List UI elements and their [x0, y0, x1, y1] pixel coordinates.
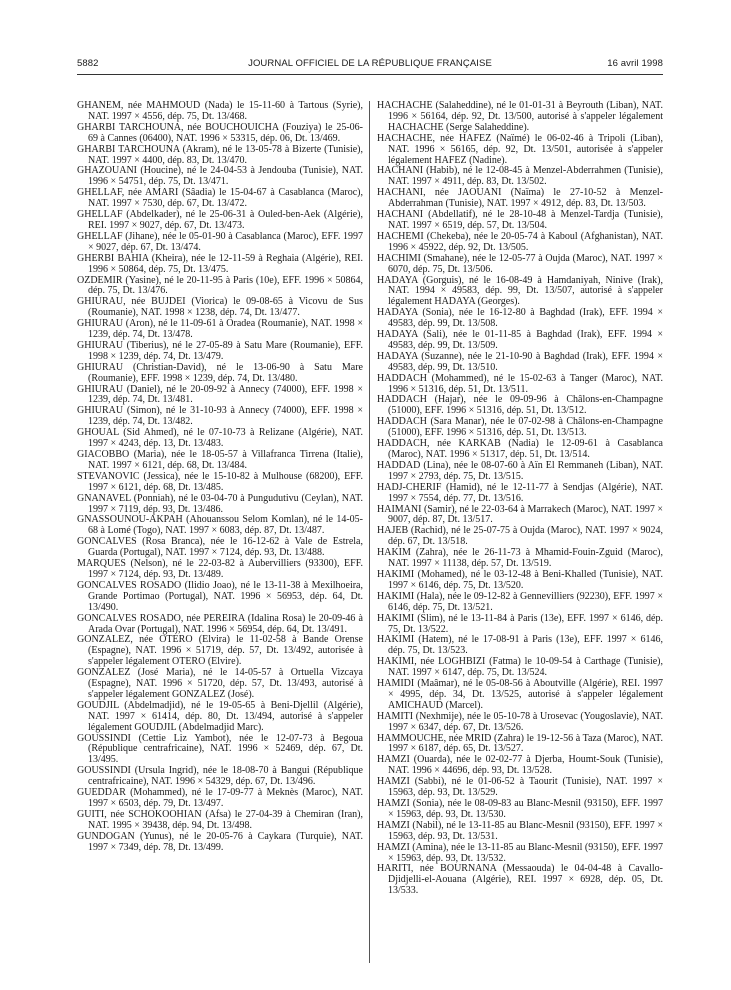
- registry-entry: HAMZI (Amina), née le 13-11-85 au Blanc-Mesnil (93150), EFF. 1997 × 15963, dép. 93, Dt. 13/532.: [377, 841, 663, 864]
- registry-entry: HAMZI (Sabbi), né le 01-06-52 à Taourit (Tunisie), NAT. 1997 × 15963, dép. 93, Dt. 13/529.: [377, 776, 663, 799]
- registry-entry: GHANEM, née MAHMOUD (Nada) le 15-11-60 à Tartous (Syrie), NAT. 1997 × 4556, dép. 75, Dt. 13/468.: [77, 100, 363, 122]
- registry-entry: HACHANI, née JAOUANI (Naïma) le 27-10-52 à Menzel-Abderrahman (Tunisie), NAT. 1997 × 4912, dép. 83, Dt. 13/503.: [377, 187, 663, 210]
- registry-entry: HAKIM (Zahra), née le 26-11-73 à Mhamid-Fouin-Zguid (Maroc), NAT. 1997 × 11138, dép. 57, Dt. 13/519.: [377, 547, 663, 570]
- registry-entry: HADAYA (Suzanne), née le 21-10-90 à Baghdad (Irak), EFF. 1994 × 49583, dép. 99, Dt. 13/510.: [377, 350, 663, 373]
- registry-entry: GHAZOUANI (Houcine), né le 24-04-53 à Jendouba (Tunisie), NAT. 1996 × 54751, dép. 75, Dt. 13/471.: [77, 165, 363, 188]
- registry-entry: GOUDJIL (Abdelmadjid), né le 19-05-65 à Beni-Djellil (Algérie), NAT. 1997 × 61414, dép. 80, Dt. 13/494, autorisé à s'appeler légalement GOUDJIL (Abdelmadjid Marc).: [77, 699, 363, 733]
- registry-entry: GHIURAU (Christian-David), né le 13-06-90 à Satu Mare (Roumanie), EFF. 1998 × 1239, dép. 74, Dt. 13/480.: [77, 361, 363, 384]
- page-header: [77, 58, 663, 72]
- registry-entry: HADDACH, née KARKAB (Nadia) le 12-09-61 à Casablanca (Maroc), NAT. 1996 × 51317, dép. 51, Dt. 13/514.: [377, 438, 663, 460]
- registry-entry: GNANAVEL (Ponniah), né le 03-04-70 à Pungudutivu (Ceylan), NAT. 1997 × 7119, dép. 93, Dt. 13/486.: [77, 492, 363, 515]
- registry-entry: STEVANOVIC (Jessica), née le 15-10-82 à Mulhouse (68200), EFF. 1997 × 6121, dép. 68, Dt. 13/485.: [77, 470, 363, 493]
- registry-entry: GHIURAU (Aron), né le 11-09-61 à Oradea (Roumanie), NAT. 1998 × 1239, dép. 74, Dt. 13/478.: [77, 318, 363, 341]
- registry-entry: GONCALVES ROSADO, née PEREIRA (Idalina Rosa) le 20-09-46 à Arada Ovar (Portugal), NAT. 1996 × 56954, dép. 64, Dt. 13/491.: [77, 612, 363, 635]
- registry-entry: HADDACH (Mohammed), né le 15-02-63 à Tanger (Maroc), NAT. 1996 × 51316, dép. 51, Dt. 13/511.: [377, 372, 663, 395]
- registry-entry: HAKIMI (Hala), née le 09-12-82 à Gennevilliers (92230), EFF. 1997 × 6146, dép. 75, Dt. 13/521.: [377, 590, 663, 613]
- registry-entry: GUNDOGAN (Yunus), né le 20-05-76 à Caykara (Turquie), NAT. 1997 × 7349, dép. 78, Dt. 13/499.: [77, 830, 363, 853]
- registry-entry: GHARBI TARCHOUNA (Akram), né le 13-05-78 à Bizerte (Tunisie), NAT. 1997 × 4400, dép. 83, Dt. 13/470.: [77, 143, 363, 166]
- registry-entry: GHELLAF (Jihane), née le 05-01-90 à Casablanca (Maroc), EFF. 1997 × 9027, dép. 67, Dt. 13/474.: [77, 230, 363, 253]
- column-divider: [369, 101, 370, 963]
- registry-entry: HACHEMI (Chekeba), née le 20-05-74 à Kaboul (Afghanistan), NAT. 1996 × 45922, dép. 92, Dt. 13/505.: [377, 230, 663, 253]
- registry-entry: HADJ-CHERIF (Hamid), né le 12-11-77 à Sendjas (Algérie), NAT. 1997 × 7554, dép. 77, Dt. 13/516.: [377, 481, 663, 504]
- registry-entry: GOUSSINDI (Cettie Liz Yambot), née le 12-07-73 à Begoua (République centrafricaine), NAT. 1996 × 52469, dép. 67, Dt. 13/495.: [77, 732, 363, 766]
- registry-entry: MARQUES (Nelson), né le 22-03-82 à Aubervilliers (93300), EFF. 1997 × 7124, dép. 93, Dt. 13/489.: [77, 558, 363, 580]
- header-rule: [77, 74, 663, 75]
- registry-entry: GONCALVES ROSADO (Ilidio Joao), né le 13-11-38 à Mexilhoeira, Grande Portimao (Portugal), NAT. 1996 × 56953, dép. 64, Dt. 13/490.: [77, 579, 363, 613]
- registry-entry: HACHANI (Habib), né le 12-08-45 à Menzel-Abderrahmen (Tunisie), NAT. 1997 × 4911, dép. 83, Dt. 13/502.: [377, 165, 663, 188]
- registry-entry: GONZALEZ (José Maria), né le 14-05-57 à Ortuella Vizcaya (Espagne), NAT. 1996 × 51720, dép. 57, Dt. 13/493, autorisé à s'appeler légalement GONZALEZ (José).: [77, 667, 363, 700]
- registry-entry: HADAYA (Sonia), née le 16-12-80 à Baghdad (Irak), EFF. 1994 × 49583, dép. 99, Dt. 13/508.: [377, 307, 663, 330]
- registry-entry: GHOUAL (Sid Ahmed), né le 07-10-73 à Relizane (Algérie), NAT. 1997 × 4243, dép. 13, Dt. 13/483.: [77, 427, 363, 450]
- registry-entry: HADDACH (Hajar), née le 09-09-96 à Châlons-en-Champagne (51000), EFF. 1996 × 51316, dép. 51, Dt. 13/512.: [377, 394, 663, 417]
- registry-entry: HAMIDI (Maâmar), né le 05-08-56 à Aboutville (Algérie), REI. 1997 × 4995, dép. 34, Dt. 13/525, autorisé à s'appeler légalement AMICHAUD (Marcel).: [377, 678, 663, 711]
- registry-entry: HADAYA (Gorguis), né le 16-08-49 à Hamdaniyah, Ninive (Irak), NAT. 1994 × 49583, dép. 99, Dt. 13/507, autorisé à s'appeler légalement HADAYA (Georges).: [377, 274, 663, 308]
- registry-entry: GNASSOUNOU-AKPAH (Ahouanssou Selom Komlan), né le 14-05-68 à Lomé (Togo), NAT. 1997 × 6083, dép. 87, Dt. 13/487.: [77, 514, 363, 537]
- registry-entry: OZDEMIR (Yasine), né le 20-11-95 à Paris (10e), EFF. 1996 × 50864, dép. 75, Dt. 13/476.: [77, 274, 363, 297]
- registry-entry: HACHANI (Abdellatif), né le 28-10-48 à Menzel-Tardja (Tunisie), NAT. 1997 × 6519, dép. 57, Dt. 13/504.: [377, 209, 663, 231]
- registry-entry: HACHIMI (Smahane), née le 12-05-77 à Oujda (Maroc), NAT. 1997 × 6070, dép. 75, Dt. 13/506.: [377, 252, 663, 275]
- registry-entry: HAMZI (Sonia), née le 08-09-83 au Blanc-Mesnil (93150), EFF. 1997 × 15963, dép. 93, Dt. 13/530.: [377, 798, 663, 820]
- journal-title: JOURNAL OFFICIEL DE LA RÉPUBLIQUE FRANÇAISE: [248, 58, 492, 69]
- registry-entry: GONZALEZ, née OTERO (Elvira) le 11-02-58 à Bande Orense (Espagne), NAT. 1996 × 51719, dép. 57, Dt. 13/492, autorisée à s'appeler légalement OTERO (Elvire).: [77, 634, 363, 668]
- registry-entry: HACHACHE (Salaheddine), né le 01-01-31 à Beyrouth (Liban), NAT. 1996 × 56164, dép. 92, Dt. 13/500, autorisé à s'appeler légalement HACHACHE (Serge Salaheddine).: [377, 100, 663, 133]
- left-column: [77, 101, 363, 854]
- registry-entry: HACHACHE, née HAFEZ (Naïmé) le 06-02-46 à Tripoli (Liban), NAT. 1996 × 56165, dép. 92, Dt. 13/501, autorisée à s'appeler légalement HAFEZ (Nadine).: [377, 132, 663, 166]
- registry-entry: GOUSSINDI (Ursula Ingrid), née le 18-08-70 à Bangui (République centrafricaine), NAT. 1996 × 54329, dép. 67, Dt. 13/496.: [77, 765, 363, 788]
- right-column: [377, 101, 663, 897]
- registry-entry: GHIURAU (Simon), né le 31-10-93 à Annecy (74000), EFF. 1998 × 1239, dép. 74, Dt. 13/482.: [77, 405, 363, 428]
- issue-date: 16 avril 1998: [607, 58, 663, 69]
- registry-entry: HADDAD (Lina), née le 08-07-60 à Aïn El Remmaneh (Liban), NAT. 1997 × 2793, dép. 75, Dt. 13/515.: [377, 459, 663, 482]
- registry-entry: GHELLAF, née AMARI (Sâadia) le 15-04-67 à Casablanca (Maroc), NAT. 1997 × 7530, dép. 67, Dt. 13/472.: [77, 187, 363, 210]
- registry-entry: GUEDDAR (Mohammed), né le 17-09-77 à Meknès (Maroc), NAT. 1997 × 6503, dép. 79, Dt. 13/497.: [77, 787, 363, 809]
- registry-entry: GHIURAU (Tiberius), né le 27-05-89 à Satu Mare (Roumanie), EFF. 1998 × 1239, dép. 74, Dt. 13/479.: [77, 339, 363, 362]
- registry-entry: GONCALVES (Rosa Branca), née le 16-12-62 à Vale de Estrela, Guarda (Portugal), NAT. 1997 × 7124, dép. 93, Dt. 13/488.: [77, 536, 363, 559]
- registry-entry: HAIMANI (Samir), né le 22-03-64 à Marrakech (Maroc), NAT. 1997 × 9007, dép. 87, Dt. 13/517.: [377, 503, 663, 526]
- registry-entry: HADAYA (Sali), née le 01-11-85 à Baghdad (Irak), EFF. 1994 × 49583, dép. 99, Dt. 13/509.: [377, 329, 663, 351]
- registry-entry: HAJEB (Rachid), né le 25-07-75 à Oujda (Maroc), NAT. 1997 × 9024, dép. 67, Dt. 13/518.: [377, 525, 663, 548]
- registry-entry: GHELLAF (Abdelkader), né le 25-06-31 à Ouled-ben-Aek (Algérie), REI. 1997 × 9027, dép. 67, Dt. 13/473.: [77, 209, 363, 231]
- registry-entry: HAMITI (Nexhmije), née le 05-10-78 à Urosevac (Yougoslavie), NAT. 1997 × 6347, dép. 67, Dt. 13/526.: [377, 710, 663, 733]
- registry-entry: HADDACH (Sara Manar), née le 07-02-98 à Châlons-en-Champagne (51000), EFF. 1996 × 51316, dép. 51, Dt. 13/513.: [377, 416, 663, 439]
- registry-entry: HAKIMI, née LOGHBIZI (Fatma) le 10-09-54 à Carthage (Tunisie), NAT. 1997 × 6147, dép. 75, Dt. 13/524.: [377, 656, 663, 679]
- registry-entry: HAMZI (Nabil), né le 13-11-85 au Blanc-Mesnil (93150), EFF. 1997 × 15963, dép. 93, Dt. 13/531.: [377, 819, 663, 842]
- registry-entry: GIACOBBO (Maria), née le 18-05-57 à Villafranca Tirrena (Italie), NAT. 1997 × 6121, dép. 68, Dt. 13/484.: [77, 449, 363, 471]
- registry-entry: GUITI, née SCHOKOOHIAN (Afsa) le 27-04-39 à Chemiran (Iran), NAT. 1995 × 39438, dép. 94, Dt. 13/498.: [77, 808, 363, 831]
- registry-entry: GHARBI TARCHOUNA, née BOUCHOUICHA (Fouziya) le 25-06-69 à Cannes (06400), NAT. 1996 × 53315, dép. 06, Dt. 13/469.: [77, 121, 363, 144]
- registry-entry: GHERBI BAHIA (Kheira), née le 12-11-59 à Reghaia (Algérie), REI. 1996 × 50864, dép. 75, Dt. 13/475.: [77, 252, 363, 275]
- registry-entry: HARITI, née BOURNANA (Messaouda) le 04-04-48 à Cavallo-Djidjelli-el-Aouana (Algérie), REI. 1997 × 6928, dép. 05, Dt. 13/533.: [377, 863, 663, 897]
- registry-entry: GHIURAU, née BUJDEI (Viorica) le 09-08-65 à Vicovu de Sus (Roumanie), NAT. 1998 × 1238, dép. 74, Dt. 13/477.: [77, 296, 363, 319]
- page-number: 5882: [77, 58, 99, 69]
- registry-entry: HAKIMI (Hatem), né le 17-08-91 à Paris (13e), EFF. 1997 × 6146, dép. 75, Dt. 13/523.: [377, 634, 663, 657]
- registry-entry: HAMMOUCHE, née MRID (Zahra) le 19-12-56 à Taza (Maroc), NAT. 1997 × 6187, dép. 65, Dt. 13/527.: [377, 732, 663, 755]
- registry-entry: HAKIMI (Mohamed), né le 03-12-48 à Beni-Khalled (Tunisie), NAT. 1997 × 6146, dép. 75, Dt. 13/520.: [377, 568, 663, 591]
- registry-entry: HAMZI (Ouarda), née le 02-02-77 à Djerba, Houmt-Souk (Tunisie), NAT. 1996 × 44696, dép. 93, Dt. 13/528.: [377, 754, 663, 777]
- registry-entry: GHIURAU (Daniel), né le 20-09-92 à Annecy (74000), EFF. 1998 × 1239, dép. 74, Dt. 13/481.: [77, 383, 363, 406]
- registry-entry: HAKIMI (Slim), né le 13-11-84 à Paris (13e), EFF. 1997 × 6146, dép. 75, Dt. 13/522.: [377, 612, 663, 635]
